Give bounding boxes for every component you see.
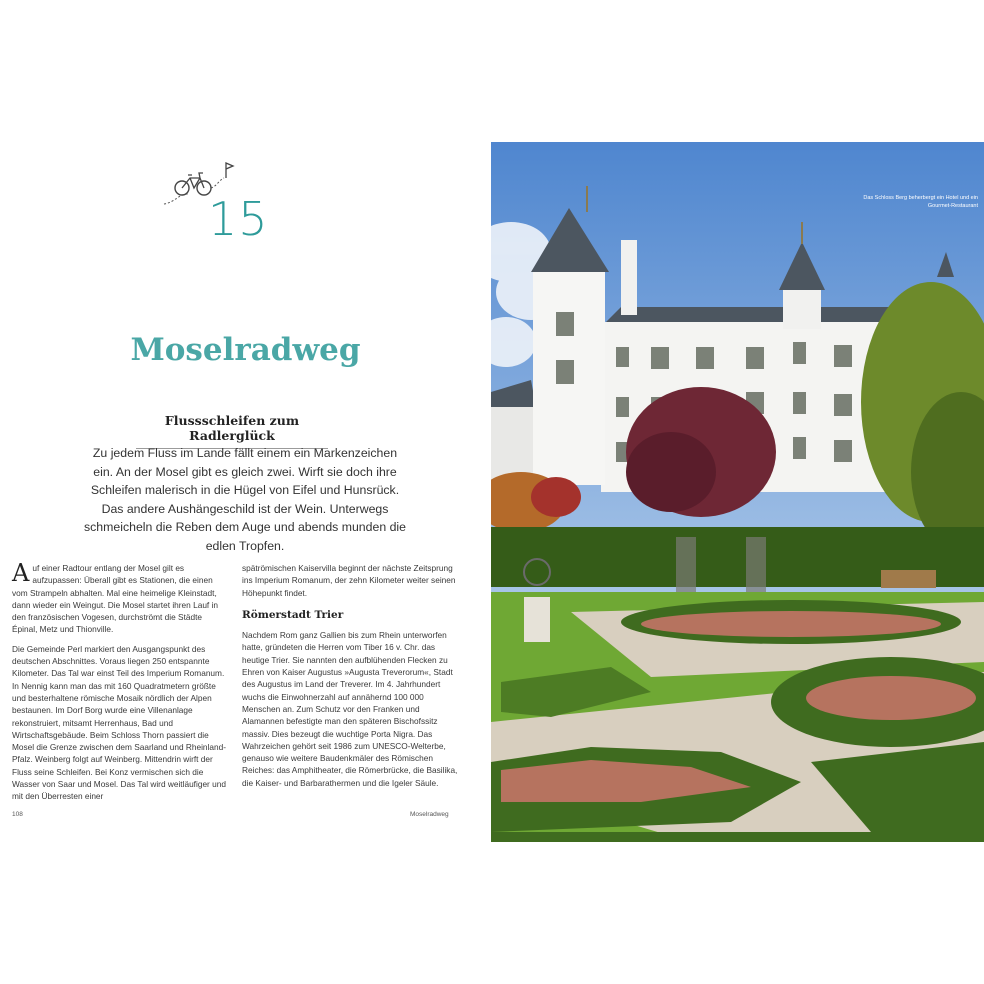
body-column-left: [12, 559, 228, 810]
garden-bench: [881, 570, 936, 588]
intro-paragraph: Zu jedem Fluss im Lande fällt einem ein Markenzeichen ein. An der Mosel gibt es gleich zwei. Wirft sie doch ihre Schleifen malerisch in die Hügel von Eifel und Hunsrück. Das andere Aushängeschild ist der Wein. Unterwegs schmeicheln die Reben dem Auge und abends munden die edlen Tropfen.: [84, 446, 406, 553]
running-title: Moselradweg: [410, 811, 449, 818]
sundial: [524, 597, 550, 642]
paragraph: Nachdem Rom ganz Gallien bis zum Rhein unterworfen hatte, gründeten die Herren vom Tiber 16 v. Chr. das heutige Trier. Sie nannten den aufblühenden Flecken zu Ehren von Kaiser Augustus »Augusta Treverorum«, Stadt des Augustus im Land der Treverer. Im 4. Jahrhundert wuchs die Einwohnerzahl auf annähernd 100 000 Menschen an. Zum Schutz vor den Franken und Alamannen befestigte man den späteren Bischofssitz massiv. Dies bezeugt die wuchtige Porta Nigra. Das Wahrzeichen gehört seit 1986 zum UNESCO-Welterbe, genauso wie weitere Baudenkmäler des Römischen Reiches: das Amphitheater, die Römerbrücke, die Basilika, die Kaiser- und Barbarathermen und die Igeler Säule.: [242, 630, 458, 788]
chapter-title: Moselradweg: [130, 332, 361, 368]
page-number: 108: [12, 811, 23, 818]
paragraph-text: uf einer Radtour entlang der Mosel gilt es aufzupassen: Überall gibt es Stationen, die einen vom Strampeln abhalten. Mal eine heimelige Kleinstadt, dann wieder ein Weingut. Die Mosel startet ihren Lauf in den französischen Vogesen, durchströmt die Städte Épinal, Metz und Thionville.: [12, 563, 219, 635]
paragraph: [12, 559, 228, 636]
paragraph: Die Gemeinde Perl markiert den Ausgangspunkt des deutschen Abschnittes. Voraus liegen 250 entspannte Kilometer. Das Tal war einst Teil des Imperium Romanum. In Nennig kann man das mit 160 Quadratmetern größte und besterhaltene römische Mosaik nördlich der Alpen bestaunen. Im Dorf Borg wurde eine Villenanlage rekonstruiert, mitsamt Herrenhaus, Bad und Wirtschaftsgebäude. Beim Schloss Thorn passiert die Mosel die Grenze zwischen dem Saarland und Rheinland-Pfalz. Weinberg folgt auf Weinberg. Mittendrin wirft der Fluss seine Schleifen. Bei Konz vermischen sich die Wasser von Saar und Mosel. Das Tal wird weitläufiger und mit den Überresten einer: [12, 643, 226, 802]
paragraph: spätrömischen Kaiservilla beginnt der nächste Zeitsprung ins Imperium Romanum, der zehn Kilometer weiter seinen Höhepunkt findet.: [242, 563, 456, 598]
chapter-subtitle: Flussschleifen zum Radlerglück: [136, 413, 328, 449]
section-heading: Römerstadt Trier: [242, 608, 344, 621]
photo-caption: Das Schloss Berg beherbergt ein Hotel und ein Gourmet-Restaurant: [863, 195, 978, 209]
drop-cap: A: [12, 559, 30, 587]
castle-photo: [491, 142, 984, 842]
castle-garden-illustration: [491, 142, 984, 842]
chapter-number: 15: [208, 192, 269, 246]
body-column-right: [242, 562, 460, 796]
